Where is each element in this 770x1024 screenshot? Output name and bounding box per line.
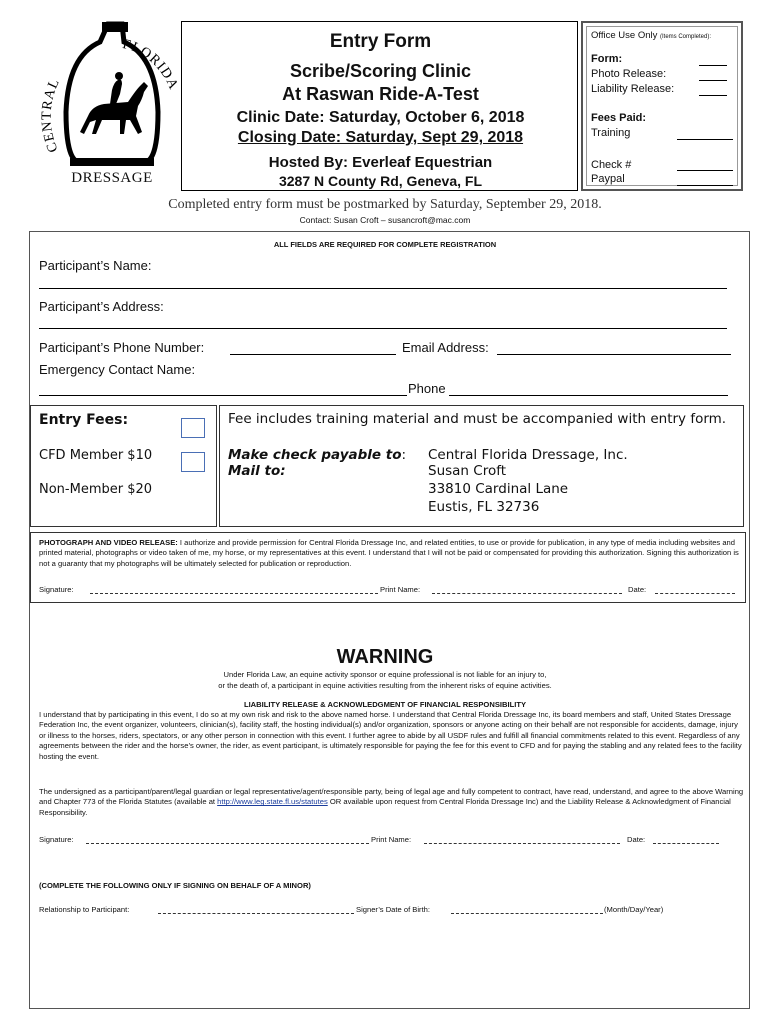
office-use-note: (Items Completed): (660, 34, 712, 40)
office-use-title-text: Office Use Only (591, 30, 658, 41)
liability-date-label: Date: (627, 835, 646, 844)
office-fees-label: Fees Paid: (591, 112, 647, 124)
liability-print-label: Print Name: (371, 835, 412, 844)
logo-arc-right: FLORIDA (120, 37, 181, 93)
email-field[interactable] (497, 354, 731, 355)
member-fee-label: CFD Member $10 (39, 448, 153, 463)
signer-dob-label: Signer’s Date of Birth: (356, 905, 431, 914)
fee-note: Fee includes training material and must be accompanied with entry form. (228, 411, 727, 427)
photo-release-text (39, 538, 739, 569)
member-checkbox[interactable] (181, 418, 205, 438)
mail-line-1: Susan Croft (428, 463, 507, 479)
photo-print-label: Print Name: (380, 585, 421, 594)
svg-text:CENTRAL (40, 76, 63, 154)
relationship-field[interactable] (158, 913, 354, 914)
liability-signature-label: Signature: (39, 835, 74, 844)
statutes-link[interactable]: http://www.leg.state.fl.us/statutes (217, 797, 328, 807)
postmark-deadline: Completed entry form must be postmarked by Saturday, September 29, 2018. (168, 197, 602, 212)
florida-law-line-2: or the death of, a participant in equine activities resulting from the inherent risks of equine activities. (218, 681, 552, 690)
svg-text:FLORIDA (121, 37, 181, 92)
photo-signature-label: Signature: (39, 585, 74, 594)
signer-dob-field[interactable] (451, 913, 603, 914)
office-use-box (581, 21, 743, 191)
emergency-contact-field[interactable] (39, 395, 407, 396)
logo-dressage-text: DRESSAGE (71, 170, 153, 186)
participant-phone-label: Participant’s Phone Number: (39, 340, 205, 355)
required-note: ALL FIELDS ARE REQUIRED FOR COMPLETE REGISTRATION (273, 240, 497, 249)
photo-print-field[interactable] (432, 593, 622, 594)
office-training-label: Training (591, 127, 631, 139)
photo-date-field[interactable] (655, 593, 735, 594)
relationship-label: Relationship to Participant: (39, 905, 130, 914)
mail-to-label: Mail to: (228, 463, 286, 479)
form-subtitle-2: At Raswan Ride-A-Test (282, 84, 479, 104)
payable-label-text: Make check payable to (228, 447, 402, 463)
minor-heading: (COMPLETE THE FOLLOWING ONLY IF SIGNING ON BEHALF OF A MINOR) (39, 881, 311, 890)
warning-title: WARNING (336, 646, 434, 668)
liability-signature-field[interactable] (86, 843, 369, 844)
payable-value: Central Florida Dressage, Inc. (428, 447, 628, 463)
florida-law-line-1: Under Florida Law, an equine activity sponsor or equine professional is not liable for an injury to, (223, 670, 547, 679)
liability-print-field[interactable] (424, 843, 620, 844)
logo-arc-left: CENTRAL (40, 76, 64, 155)
entry-fees-title: Entry Fees: (39, 412, 129, 428)
office-form-label: Form: (591, 53, 623, 65)
liability-paragraph-2-a: The undersigned as a participant/parent/legal guardian or legal representative/agent/responsible party, being of legal age and fully competent to contract, have read, understand, and agree to the above Warning and Chapter 773 of the Florida Statutes (available at (39, 787, 744, 807)
nonmember-fee-label: Non-Member $20 (39, 482, 153, 497)
office-use-title (591, 30, 711, 41)
participant-address-label: Participant’s Address: (39, 299, 164, 314)
emergency-contact-label: Emergency Contact Name: (39, 362, 196, 377)
form-title: Entry Form (329, 31, 432, 52)
closing-date: Closing Date: Saturday, Sept 29, 2018 (237, 129, 524, 146)
logo (40, 20, 182, 190)
email-label: Email Address: (402, 340, 489, 355)
liability-paragraph-2-b: OR available upon request from Central Florida Dressage Inc) and the Liability Release & Acknowledgment of Financial Responsibility. (39, 797, 731, 817)
participant-name-label: Participant’s Name: (39, 258, 152, 273)
emergency-phone-field[interactable] (449, 395, 728, 396)
liability-heading: LIABILITY RELEASE & ACKNOWLEDGMENT OF FINANCIAL RESPONSIBILITY (243, 700, 527, 709)
header-box (181, 21, 578, 191)
liability-paragraph-1: I understand that by participating in this event, I do so at my own risk and risk to the above named horse. I understand that Central Florida Dressage Inc, its board members and staff, United States Dressage Federation Inc, the event organizer, volunteers, clinician(s), facility staff, the hosting individual(s) and/or organization, sponsors or anyone acting on their behalf are not responsible for accidents, damage, injury or illness to the horses, riders, spectators, or any other person in connection with this event. I further agree to abide by all USDF rules and fulfill all financial commitments related to this event. Regardless of any agreements between the rider and the horse’s owner, the rider, as event participant, is ultimately responsible for paying the fee for this event to CFD and for paying the stabling and any related fees to the facility hosting the event. (39, 710, 742, 761)
participant-address-field[interactable] (39, 328, 727, 329)
nonmember-checkbox[interactable] (181, 452, 205, 472)
dressage-horse-logo-icon (40, 20, 182, 190)
office-liability-label: Liability Release: (591, 83, 675, 95)
photo-release-body: I authorize and provide permission for Central Florida Dressage Inc, and related entities, to use or provide for publication, in any type of media including websites and printed material, photographs or video taken of me, my horse, or my representatives at this event. I understand that I will not be paid or compensated for providing this authorization. Signing this authorization is not a guaranty that my photographs will be ultimately selected for publication or reproduction. (39, 538, 739, 568)
liability-date-field[interactable] (653, 843, 719, 844)
photo-release-heading: PHOTOGRAPH AND VIDEO RELEASE: (39, 538, 178, 547)
participant-name-field[interactable] (39, 288, 727, 289)
host-address: 3287 N County Rd, Geneva, FL (278, 173, 483, 189)
office-photo-label: Photo Release: (591, 68, 667, 80)
emergency-phone-label: Phone (408, 381, 446, 396)
mail-line-3: Eustis, FL 32736 (428, 499, 540, 515)
clinic-date: Clinic Date: Saturday, October 6, 2018 (236, 109, 525, 126)
payable-label: Make check payable to: (228, 447, 407, 463)
contact-info: Contact: Susan Croft – susancroft@mac.com (299, 215, 471, 225)
dob-format-label: (Month/Day/Year) (604, 905, 664, 914)
photo-date-label: Date: (628, 585, 647, 594)
office-check-label: Check # (591, 159, 632, 171)
mail-line-2: 33810 Cardinal Lane (428, 481, 569, 497)
liability-paragraph-2 (39, 787, 744, 818)
photo-signature-field[interactable] (90, 593, 378, 594)
hosted-by: Hosted By: Everleaf Equestrian (268, 154, 493, 171)
office-paypal-label: Paypal (591, 173, 625, 185)
form-subtitle-1: Scribe/Scoring Clinic (289, 61, 472, 81)
participant-phone-field[interactable] (230, 354, 396, 355)
